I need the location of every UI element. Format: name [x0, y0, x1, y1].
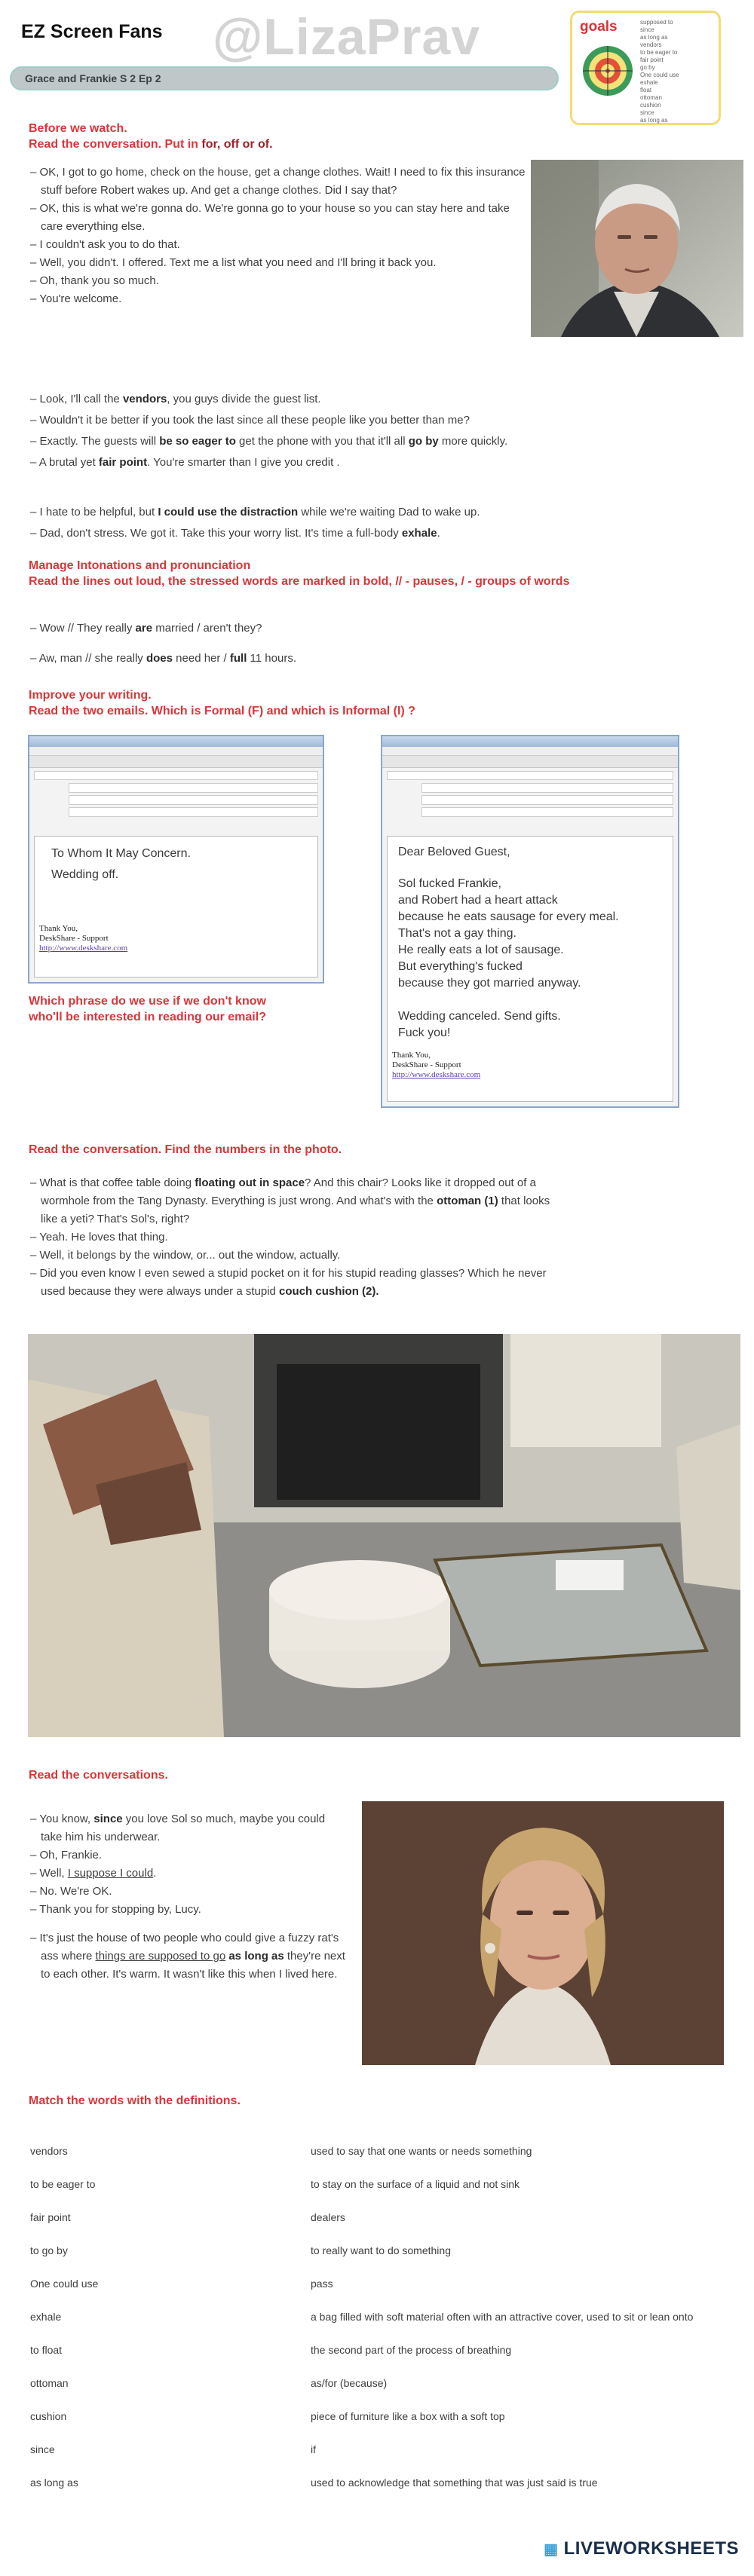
cc-field[interactable] [69, 795, 318, 805]
dialogue-line: – Oh, thank you so much. [30, 272, 528, 290]
question-line: who'll be interested in reading our email? [29, 1011, 266, 1023]
key-word: fair point [98, 456, 148, 469]
dialogue-line [30, 650, 296, 668]
text: ? And this chair? Looks like it dropped out of a wormhole from the Tang Dynasty. Everything is just wrong. And what's with the [41, 1176, 536, 1207]
dialogue-line [30, 1865, 347, 1883]
email-greeting: To Whom It May Concern. [51, 847, 191, 860]
stressed-word: does [146, 652, 173, 665]
goals-box [570, 11, 721, 125]
email-lines [398, 876, 619, 992]
conversation-2 [30, 390, 709, 472]
intonation-line [30, 650, 296, 668]
subject-field[interactable] [421, 807, 673, 817]
watermark-handle: @LizaPrav [213, 8, 481, 66]
match-word[interactable]: vendors [30, 2145, 68, 2157]
email-body [387, 836, 673, 1102]
text: It's just the house of two people who could give a fuzzy rat's ass where [39, 1932, 339, 1963]
match-word[interactable]: to float [30, 2344, 63, 2356]
text: that looks like a yeti? That's Sol's, right? [41, 1195, 550, 1225]
key-word: exhale [401, 527, 437, 540]
heading-words: for, off or of. [201, 138, 273, 151]
match-definition[interactable]: pass [311, 2278, 333, 2290]
email-line: Wedding canceled. Send gifts. [398, 1010, 561, 1023]
dialogue-line [30, 620, 262, 638]
conversation-3 [30, 503, 709, 543]
dialogue-line: – I couldn't ask you to do that. [30, 236, 528, 254]
signature-line: DeskShare - Support [39, 934, 109, 943]
key-word: since [93, 1813, 123, 1825]
signature-line: Thank You, [392, 1051, 431, 1060]
dialogue-line [30, 1174, 566, 1228]
dialogue-line [30, 1265, 566, 1301]
match-definition[interactable]: the second part of the process of breathing [311, 2344, 512, 2356]
underlined-phrase: things are supposed to go [95, 1950, 226, 1963]
match-definition[interactable]: to really want to do something [311, 2244, 451, 2256]
underlined-phrase: I suppose I could [67, 1867, 154, 1880]
section-heading [29, 121, 273, 152]
match-definition[interactable]: piece of furniture like a box with a soft top [311, 2410, 505, 2422]
email-closing [398, 1008, 561, 1042]
text: , you guys divide the guest list. [167, 393, 321, 405]
window-notice [34, 771, 318, 780]
dialogue-line: – You're welcome. [30, 290, 528, 308]
section-heading: Match the words with the definitions. [29, 2094, 241, 2107]
email-line: because he eats sausage for every meal. [398, 910, 619, 923]
robert-photo [531, 160, 743, 337]
window-titlebar [29, 736, 323, 747]
stressed-word: full [229, 652, 247, 665]
liveworksheets-logo[interactable] [544, 2538, 739, 2559]
email-line: and Robert had a heart attack [398, 894, 558, 907]
dialogue-line: – Thank you for stopping by, Lucy. [30, 1901, 347, 1919]
dialogue-line: – Yeah. He loves that thing. [30, 1228, 566, 1247]
signature-link[interactable]: http://www.deskshare.com [39, 944, 128, 953]
window-titlebar [382, 736, 678, 747]
email-body [34, 836, 318, 977]
goals-word: supposed to [640, 19, 673, 26]
signature-line: DeskShare - Support [392, 1060, 461, 1069]
key-word: ottoman (1) [437, 1195, 498, 1207]
site-title: EZ Screen Fans [21, 21, 163, 42]
to-field[interactable] [69, 783, 318, 793]
goals-word: exhale [640, 79, 658, 86]
target-icon [581, 44, 634, 97]
email-line: Fuck you! [398, 1026, 451, 1039]
match-word[interactable]: exhale [30, 2311, 62, 2323]
goals-word: float [640, 87, 652, 93]
text: Dad, don't stress. We got it. Take this your worry list. It's time a full-body [39, 527, 402, 540]
dialogue-line: – Wouldn't it be better if you took the last since all these people like you better than me? [30, 411, 709, 430]
goals-word: ottoman [640, 94, 662, 101]
text: . You're smarter than I give you credit . [147, 456, 340, 469]
text: You know, [39, 1813, 94, 1825]
question-line: Which phrase do we use if we don't know [29, 995, 266, 1008]
text: 11 hours. [247, 652, 296, 665]
match-word[interactable]: cushion [30, 2410, 67, 2422]
heading-line: Manage Intonations and pronunciation [29, 559, 251, 572]
text: Exactly. The guests will [39, 435, 160, 448]
email-line: Sol fucked Frankie, [398, 877, 501, 890]
goals-word: as long as [640, 34, 668, 41]
conversation-4 [30, 1174, 566, 1301]
key-word: vendors [122, 393, 167, 405]
match-definition[interactable]: used to say that one wants or needs something [311, 2145, 532, 2157]
text: Well, [39, 1867, 68, 1880]
logo-text: LIVEWORKSHEETS [563, 2538, 739, 2559]
match-word[interactable]: to be eager to [30, 2178, 96, 2190]
window-menubar [29, 747, 323, 756]
text: married / aren't they? [152, 622, 262, 635]
goals-word: vendors [640, 41, 662, 48]
goals-word: as long as [640, 117, 668, 124]
goals-word: One could use [640, 72, 679, 78]
match-definition[interactable]: as/for (because) [311, 2377, 388, 2389]
dialogue-line: – Oh, Frankie. [30, 1846, 347, 1865]
match-word[interactable]: since [30, 2443, 55, 2455]
goals-word: to be eager to [640, 49, 678, 56]
match-definition[interactable]: dealers [311, 2211, 345, 2223]
text: . [153, 1867, 157, 1880]
goals-word: since [640, 26, 654, 33]
dialogue-line [30, 503, 709, 522]
key-word: couch cushion (2). [279, 1285, 379, 1298]
signature-link[interactable]: http://www.deskshare.com [392, 1070, 481, 1079]
email-line: Wedding off. [51, 868, 119, 881]
dialogue-line [30, 1810, 347, 1846]
dialogue-line: – OK, I got to go home, check on the house, get a change clothes. Wait! I need to fix this insurance stuff before Robert wakes up. And get a change clothes. Did I say that? [30, 164, 528, 200]
match-word[interactable]: as long as [30, 2477, 78, 2489]
text: Look, I'll call the [39, 393, 123, 405]
dialogue-line [30, 1929, 347, 1984]
conversation-1 [30, 164, 528, 308]
match-definition[interactable]: a bag filled with soft material often with an attractive cover, used to sit or lean onto [311, 2311, 694, 2323]
logo-mark-icon: ▦ [544, 2541, 559, 2558]
heading-line: Improve your writing. [29, 689, 152, 702]
text: need her / [173, 652, 230, 665]
text: while we're waiting Dad to wake up. [298, 506, 480, 519]
match-definition[interactable]: used to acknowledge that something that was just said is true [311, 2477, 598, 2489]
goals-word: cushion [640, 102, 661, 109]
intonation-line [30, 620, 262, 638]
dialogue-line [30, 525, 709, 543]
section-heading: Read the conversation. Find the numbers in the photo. [29, 1143, 342, 1156]
email-question [29, 993, 266, 1025]
match-word[interactable]: fair point [30, 2211, 71, 2223]
heading-line: Read the lines out loud, the stressed words are marked in bold, // - pauses, / - groups of words [29, 575, 570, 588]
goals-label: goals [580, 19, 618, 35]
goals-word: fair point [640, 57, 664, 63]
window-menubar [382, 747, 678, 756]
episode-title: Grace and Frankie S 2 Ep 2 [25, 72, 161, 84]
email-signature [39, 924, 127, 953]
living-room-photo [28, 1334, 740, 1737]
email-window-formal [28, 735, 324, 984]
dialogue-line [30, 433, 709, 451]
key-word: floating out in space [195, 1176, 305, 1189]
email-line: But everything's fucked [398, 960, 523, 973]
window-notice [387, 771, 673, 780]
match-definition[interactable]: to stay on the surface of a liquid and not sink [311, 2178, 520, 2190]
section-heading [29, 558, 569, 589]
text: What is that coffee table doing [39, 1176, 195, 1189]
key-word: as long as [228, 1950, 284, 1963]
heading-line: Before we watch. [29, 122, 127, 135]
text: A brutal yet [38, 456, 99, 469]
heading-line: Read the two emails. Which is Formal (F) and which is Informal (I) ? [29, 705, 415, 717]
email-line: because they got married anyway. [398, 977, 581, 990]
text: you love Sol so much, maybe you could take him his underwear. [41, 1813, 326, 1843]
email-signature [392, 1051, 480, 1080]
text: get the phone with you that it'll all [235, 435, 409, 448]
goals-word-list [640, 19, 679, 124]
email-window-informal [381, 735, 679, 1108]
goals-word: go by [640, 64, 655, 71]
match-word[interactable]: ottoman [30, 2377, 69, 2389]
section-heading [29, 687, 415, 719]
dialogue-line: – No. We're OK. [30, 1883, 347, 1901]
text: Aw, man // she really [38, 652, 146, 665]
email-greeting: Dear Beloved Guest, [398, 846, 510, 858]
section-heading: Read the conversations. [29, 1769, 168, 1782]
text: . [437, 527, 440, 540]
email-line: That's not a gay thing. [398, 927, 516, 940]
to-field[interactable] [421, 783, 673, 793]
match-definition[interactable]: if [311, 2443, 316, 2455]
conversation-5 [30, 1810, 347, 1984]
match-word[interactable]: to go by [30, 2244, 68, 2256]
subject-field[interactable] [69, 807, 318, 817]
window-toolbar [382, 756, 678, 768]
dialogue-line [30, 454, 709, 472]
text: they're next to each other. It's warm. It wasn't like this when I lived here. [41, 1950, 345, 1981]
text: Wow // They really [39, 622, 136, 635]
signature-line: Thank You, [39, 924, 78, 933]
grace-photo [362, 1801, 724, 2065]
window-toolbar [29, 756, 323, 768]
key-word: be so eager to [159, 435, 236, 448]
key-word: I could use the distraction [158, 506, 299, 519]
text: more quickly. [438, 435, 508, 448]
heading-line [29, 136, 273, 152]
stressed-word: are [135, 622, 153, 635]
text: I hate to be helpful, but [39, 506, 158, 519]
goals-word: since [640, 109, 654, 116]
cc-field[interactable] [421, 795, 673, 805]
text: Did you even know I even sewed a stupid pocket on it for his stupid reading glasses? Which he never used because they were always under a stupid [39, 1267, 547, 1298]
key-word: go by [408, 435, 439, 448]
dialogue-line: – Well, it belongs by the window, or... out the window, actually. [30, 1247, 566, 1265]
heading-prefix: Read the conversation. Put in [29, 138, 202, 151]
episode-banner [10, 66, 559, 90]
match-word[interactable]: One could use [30, 2278, 99, 2290]
email-line: He really eats a lot of sausage. [398, 944, 564, 956]
dialogue-line: – OK, this is what we're gonna do. We're gonna go to your house so you can stay here and take care everything else. [30, 200, 528, 236]
dialogue-line [30, 390, 709, 408]
dialogue-line: – Well, you didn't. I offered. Text me a list what you need and I'll bring it back you. [30, 254, 528, 272]
